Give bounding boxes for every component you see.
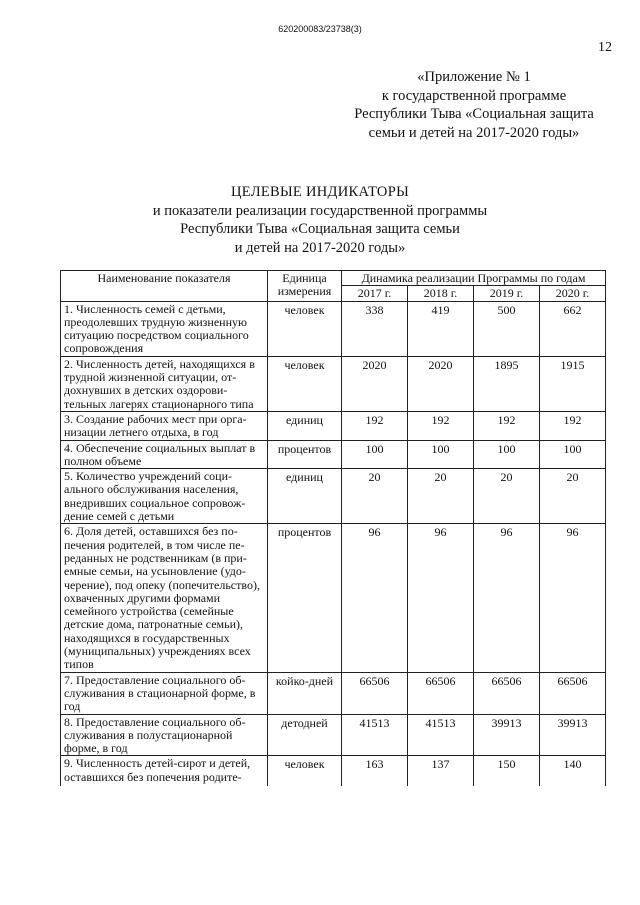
indicator-name: 4. Обеспечение социальных выплат в полном объеме xyxy=(61,440,268,469)
column-header-unit: Единица измерения xyxy=(268,271,342,302)
indicator-name: 8. Предоставление социального обслуживания в полустационарной форме, в год xyxy=(61,714,268,756)
table-row xyxy=(61,440,606,469)
indicator-unit: процентов xyxy=(268,440,342,469)
indicator-value: 662 xyxy=(540,301,606,356)
indicator-name: 1. Численность семей с детьми, преодолевших трудную жизненную ситуацию посредством социального сопровождения xyxy=(61,301,268,356)
table-row xyxy=(61,524,606,672)
indicator-value: 2020 xyxy=(342,356,408,411)
appendix-line: «Приложение № 1 xyxy=(417,69,531,85)
page-number: 12 xyxy=(598,40,612,55)
indicator-value: 96 xyxy=(474,524,540,672)
column-header-dynamics: Динамика реализации Программы по годам xyxy=(342,271,606,286)
indicator-value: 140 xyxy=(540,756,606,787)
indicator-value: 66506 xyxy=(408,672,474,714)
appendix-line: к государственной программе xyxy=(381,87,567,104)
document-id: 620200083/23738(3) xyxy=(278,24,362,34)
indicator-value: 39913 xyxy=(540,714,606,756)
indicator-value: 20 xyxy=(342,469,408,524)
indicator-value: 192 xyxy=(342,411,408,440)
indicator-value: 96 xyxy=(408,524,474,672)
indicator-value: 192 xyxy=(540,411,606,440)
table-row xyxy=(61,469,606,524)
subtitle-line: и показатели реализации государственной программы xyxy=(152,202,488,219)
column-header-year: 2019 г. xyxy=(474,286,540,301)
indicator-value: 20 xyxy=(474,469,540,524)
table-row xyxy=(61,356,606,411)
indicator-value: 150 xyxy=(474,756,540,787)
indicator-unit: процентов xyxy=(268,524,342,672)
indicator-unit: человек xyxy=(268,756,342,787)
indicator-unit: единиц xyxy=(268,469,342,524)
indicator-value: 39913 xyxy=(474,714,540,756)
indicator-value: 100 xyxy=(540,440,606,469)
indicator-value: 66506 xyxy=(474,672,540,714)
indicator-value: 1915 xyxy=(540,356,606,411)
appendix-reference xyxy=(334,68,614,142)
document-title: ЦЕЛЕВЫЕ ИНДИКАТОРЫ xyxy=(230,184,410,200)
indicator-value: 2020 xyxy=(408,356,474,411)
indicator-unit: человек xyxy=(268,301,342,356)
indicator-name: 7. Предоставление социального обслуживания в стационарной форме, в год xyxy=(61,672,268,714)
indicator-unit: единиц xyxy=(268,411,342,440)
table-row xyxy=(61,672,606,714)
table-row xyxy=(61,301,606,356)
indicator-value: 41513 xyxy=(408,714,474,756)
indicator-name: 2. Численность детей, находящихся в трудной жизненной ситуации, отдохнувших в детских оздоровительных лагерях стационарного типа xyxy=(61,356,268,411)
indicator-name: 5. Количество учреждений социального обслуживания населения, внедривших социальное сопровождение семей с детьми xyxy=(61,469,268,524)
indicator-value: 66506 xyxy=(342,672,408,714)
indicator-value: 20 xyxy=(408,469,474,524)
indicator-value: 419 xyxy=(408,301,474,356)
appendix-line: семьи и детей на 2017-2020 годы» xyxy=(368,124,580,141)
indicator-value: 500 xyxy=(474,301,540,356)
indicator-value: 96 xyxy=(342,524,408,672)
indicator-value: 41513 xyxy=(342,714,408,756)
indicator-name: 3. Создание рабочих мест при организации летнего отдыха, в год xyxy=(61,411,268,440)
indicator-value: 100 xyxy=(342,440,408,469)
column-header-year: 2020 г. xyxy=(540,286,606,301)
indicator-value: 338 xyxy=(342,301,408,356)
appendix-line: Республики Тыва «Социальная защита xyxy=(354,106,594,122)
indicator-unit: койко-дней xyxy=(268,672,342,714)
indicator-value: 100 xyxy=(408,440,474,469)
indicators-table xyxy=(60,270,606,786)
indicator-value: 163 xyxy=(342,756,408,787)
indicator-value: 192 xyxy=(408,411,474,440)
column-header-year: 2017 г. xyxy=(342,286,408,301)
subtitle-line: и детей на 2017-2020 годы» xyxy=(234,239,406,256)
indicator-value: 1895 xyxy=(474,356,540,411)
table-row xyxy=(61,714,606,756)
table-row xyxy=(61,411,606,440)
indicator-name: 9. Численность детей-сирот и детей, оставшихся без попечения родите- xyxy=(61,756,268,787)
indicator-name: 6. Доля детей, оставшихся без попечения родителей, в том числе переданных не родственникам (в приемные семьи, на усыновление (удочерение), под опеку (попечительство), охваченных другими формами семейного устройства (семейные детские дома, патронатные семьи), находящихся в государственных (муниципальных) учреждениях всех типов xyxy=(61,524,268,672)
table-row xyxy=(61,756,606,787)
indicator-value: 137 xyxy=(408,756,474,787)
subtitle-line: Республики Тыва «Социальная защита семьи xyxy=(180,221,460,237)
column-header-year: 2018 г. xyxy=(408,286,474,301)
indicator-value: 20 xyxy=(540,469,606,524)
indicator-unit: детодней xyxy=(268,714,342,756)
column-header-name: Наименование показателя xyxy=(61,271,268,302)
indicator-value: 192 xyxy=(474,411,540,440)
indicator-value: 96 xyxy=(540,524,606,672)
table-header-row xyxy=(61,271,606,286)
document-heading xyxy=(0,183,640,257)
indicator-value: 100 xyxy=(474,440,540,469)
indicator-unit: человек xyxy=(268,356,342,411)
indicator-value: 66506 xyxy=(540,672,606,714)
